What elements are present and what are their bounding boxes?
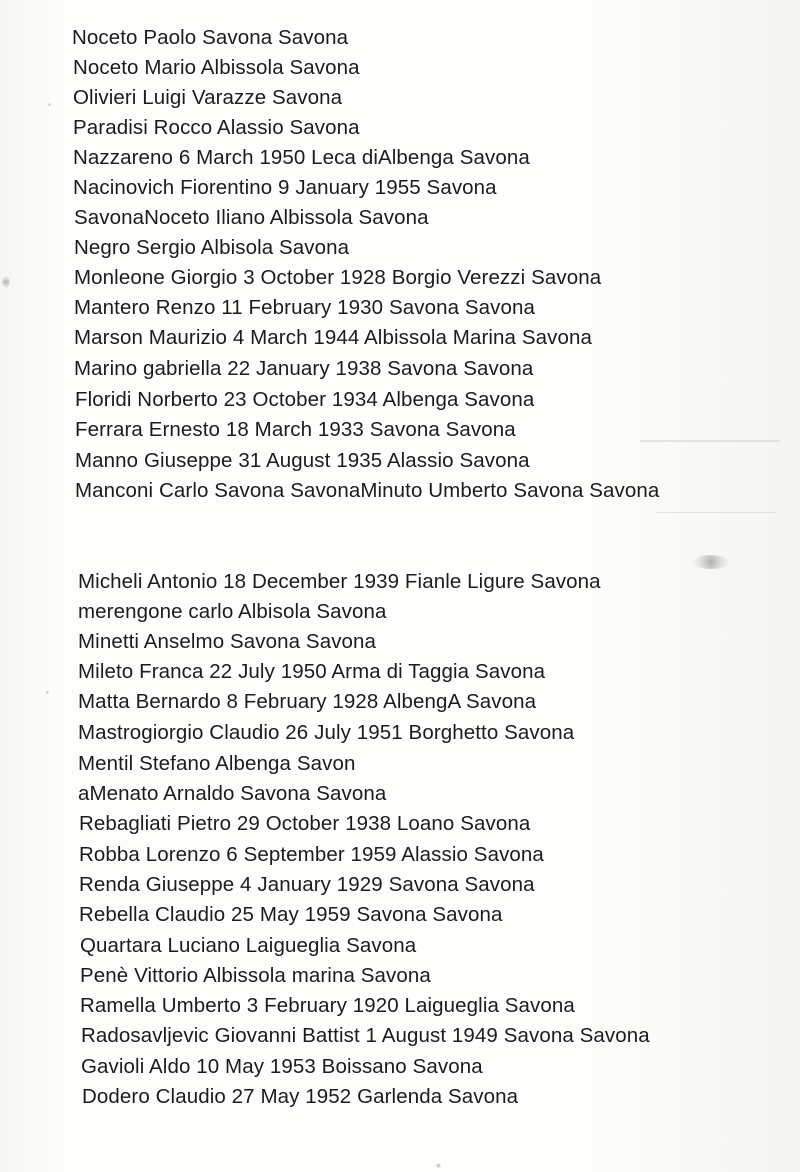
list-entry: Manno Giuseppe 31 August 1935 Alassio Savona bbox=[75, 449, 530, 472]
scan-bleed bbox=[655, 512, 775, 513]
list-entry: Penè Vittorio Albissola marina Savona bbox=[80, 964, 431, 987]
list-entry: Nacinovich Fiorentino 9 January 1955 Savona bbox=[73, 176, 497, 199]
list-entry: Paradisi Rocco Alassio Savona bbox=[73, 116, 360, 139]
list-entry: aMenato Arnaldo Savona Savona bbox=[78, 782, 387, 805]
list-entry: Noceto Paolo Savona Savona bbox=[72, 26, 349, 49]
list-entry: Noceto Mario Albissola Savona bbox=[73, 56, 360, 79]
scan-dot bbox=[46, 691, 49, 694]
list-entry: Micheli Antonio 18 December 1939 Fianle Ligure Savona bbox=[78, 570, 601, 593]
list-entry: Mantero Renzo 11 February 1930 Savona Savona bbox=[74, 296, 536, 319]
list-entry: merengone carlo Albisola Savona bbox=[78, 600, 387, 623]
list-entry: Mastrogiorgio Claudio 26 July 1951 Borghetto Savona bbox=[78, 721, 575, 744]
list-entry: Renda Giuseppe 4 January 1929 Savona Savona bbox=[79, 873, 535, 896]
list-entry: Marino gabriella 22 January 1938 Savona Savona bbox=[74, 357, 534, 380]
list-entry: Radosavljevic Giovanni Battist 1 August 1949 Savona Savona bbox=[81, 1024, 650, 1047]
scan-smudge bbox=[693, 555, 729, 569]
scan-dot bbox=[436, 1163, 441, 1168]
list-entry: Dodero Claudio 27 May 1952 Garlenda Savona bbox=[82, 1085, 519, 1108]
list-entry: Mentil Stefano Albenga Savon bbox=[78, 752, 356, 775]
list-entry: Marson Maurizio 4 March 1944 Albissola Marina Savona bbox=[74, 326, 592, 349]
list-entry: SavonaNoceto Iliano Albissola Savona bbox=[74, 206, 429, 229]
list-entry: Robba Lorenzo 6 September 1959 Alassio Savona bbox=[79, 843, 544, 866]
list-entry: Gavioli Aldo 10 May 1953 Boissano Savona bbox=[81, 1055, 483, 1078]
scan-dot bbox=[48, 103, 51, 106]
list-entry: Rebella Claudio 25 May 1959 Savona Savona bbox=[79, 903, 503, 926]
list-entry: Monleone Giorgio 3 October 1928 Borgio Verezzi Savona bbox=[74, 266, 602, 289]
list-entry: Ferrara Ernesto 18 March 1933 Savona Savona bbox=[75, 418, 516, 441]
list-entry: Manconi Carlo Savona SavonaMinuto Umberto Savona Savona bbox=[75, 479, 660, 502]
list-entry: Minetti Anselmo Savona Savona bbox=[78, 630, 377, 653]
list-entry: Floridi Norberto 23 October 1934 Albenga Savona bbox=[75, 388, 535, 411]
list-entry: Olivieri Luigi Varazze Savona bbox=[73, 86, 343, 109]
list-entry: Mileto Franca 22 July 1950 Arma di Taggia Savona bbox=[78, 660, 546, 683]
scan-dot bbox=[2, 276, 10, 288]
list-entry: Quartara Luciano Laigueglia Savona bbox=[80, 934, 417, 957]
list-entry: Rebagliati Pietro 29 October 1938 Loano Savona bbox=[79, 812, 531, 835]
list-entry: Nazzareno 6 March 1950 Leca diAlbenga Savona bbox=[73, 146, 530, 169]
list-entry: Matta Bernardo 8 February 1928 AlbengA Savona bbox=[78, 690, 537, 713]
list-entry: Negro Sergio Albisola Savona bbox=[74, 236, 350, 259]
scan-bleed bbox=[640, 440, 780, 442]
list-entry: Ramella Umberto 3 February 1920 Laigueglia Savona bbox=[80, 994, 575, 1017]
